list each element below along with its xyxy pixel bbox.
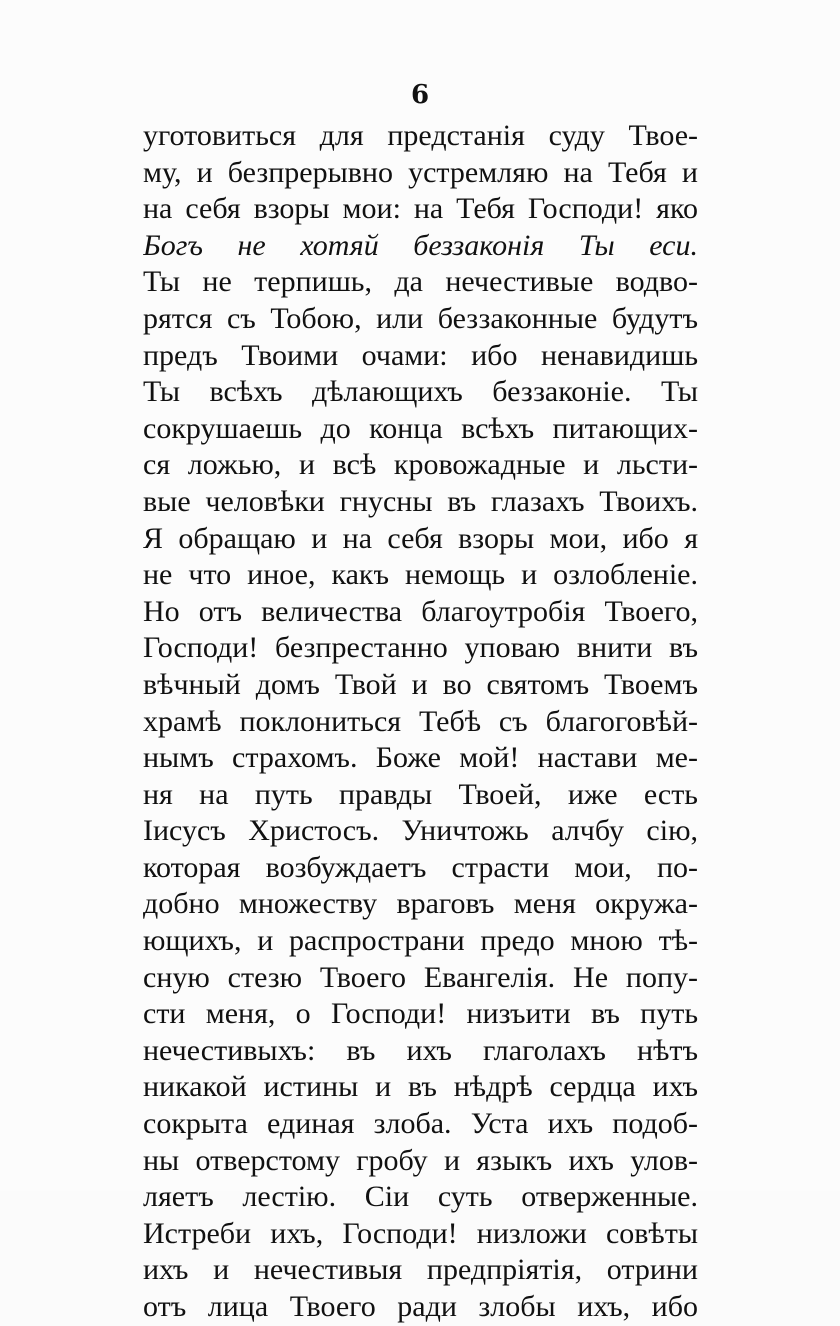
text-line: добно множеству враговъ меня окружа- — [143, 887, 698, 921]
text-line: уготовиться для предстанія суду Твое- — [143, 119, 698, 152]
text-line: сокрушаешь до конца всѣхъ питающих- — [143, 411, 698, 445]
text-line: сокрыта единая злоба. Уста ихъ подоб- — [143, 1107, 698, 1141]
text-line: вѣчный домъ Твой и во святомъ Твоемъ — [143, 667, 698, 701]
text-line: му, и безпрерывно устремляю на Тебя и — [143, 155, 698, 189]
text-line: ляетъ лестію. Сіи суть отверженные. — [143, 1180, 698, 1214]
text-line: ны отверстому гробу и языкъ ихъ улов- — [143, 1143, 698, 1177]
text-line: предъ Твоими очами: ибо ненавидишь — [143, 338, 698, 372]
text-line: Ты не терпишь, да нечестивые водво- — [143, 265, 698, 299]
text-line: отъ лица Твоего ради злобы ихъ, ибо — [143, 1290, 698, 1323]
text-line: на себя взоры мои: на Тебя Господи! яко — [143, 192, 698, 226]
text-line: нечестивыхъ: въ ихъ глаголахъ нѣтъ — [143, 1033, 698, 1067]
text-line: Я обращаю и на себя взоры мои, ибо я — [143, 521, 698, 555]
text-line: храмѣ поклониться Тебѣ съ благоговѣй- — [143, 704, 698, 738]
text-line: Но отъ величества благоутробія Твоего, — [143, 594, 698, 628]
text-line: которая возбуждаетъ страсти мои, по- — [143, 850, 698, 884]
text-line: вые человѣки гнусны въ глазахъ Твоихъ. — [143, 484, 698, 518]
text-line: ся ложью, и всѣ кровожадные и льсти- — [143, 448, 698, 482]
page-number: 6 — [410, 80, 430, 110]
text-line: Ты всѣхъ дѣлающихъ беззаконіе. Ты — [143, 375, 698, 409]
text-line: нымъ страхомъ. Боже мой! настави ме- — [143, 741, 698, 775]
text-line: сную стезю Твоего Евангелія. Не попу- — [143, 960, 698, 994]
text-line: рятся съ Тобою, или беззаконные будутъ — [143, 301, 698, 335]
text-line: Іисусъ Христосъ. Уничтожь алчбу сію, — [143, 814, 698, 848]
text-line: ня на путь правды Твоей, иже есть — [143, 777, 698, 811]
body-text — [143, 118, 698, 1326]
text-line: Господи! безпрестанно уповаю внити въ — [143, 631, 698, 665]
text-line: ихъ и нечестивыя предпріятія, отрини — [143, 1253, 698, 1287]
text-line: не что иное, какъ немощь и озлобленіе. — [143, 558, 698, 592]
text-line: сти меня, о Господи! низъити въ путь — [143, 997, 698, 1031]
text-line: Богъ не хотяй беззаконія Ты еси. — [143, 228, 698, 262]
text-line: ющихъ, и распространи предо мною тѣ- — [143, 924, 698, 958]
text-line: Истреби ихъ, Господи! низложи совѣты — [143, 1216, 698, 1250]
text-line: никакой истины и въ нѣдрѣ сердца ихъ — [143, 1070, 698, 1104]
